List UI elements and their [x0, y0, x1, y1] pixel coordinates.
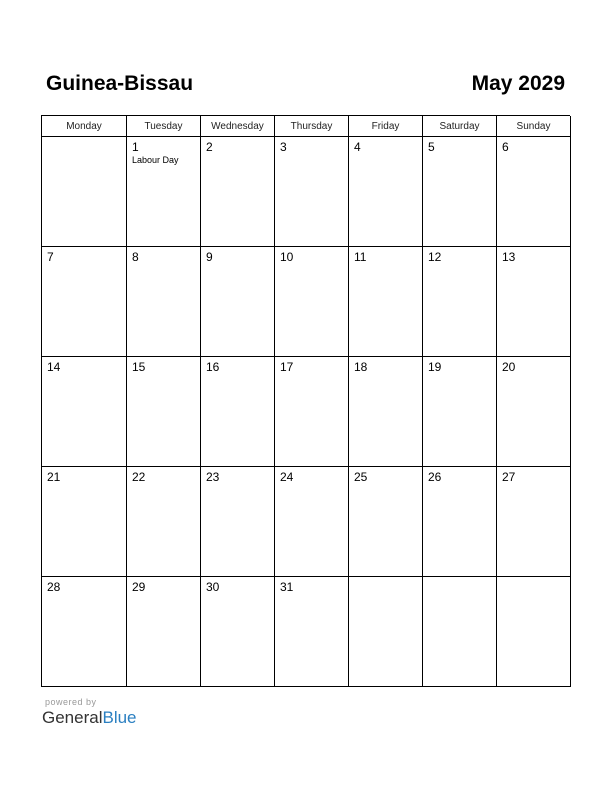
weekday-header-friday: Friday [349, 116, 423, 137]
day-number: 9 [206, 250, 213, 264]
day-cell [42, 467, 127, 577]
day-number: 5 [428, 140, 435, 154]
day-cell [201, 357, 275, 467]
day-cell [275, 357, 349, 467]
day-number: 11 [354, 250, 367, 264]
calendar-title-month: May 2029 [471, 72, 565, 95]
day-cell [127, 577, 201, 687]
calendar-grid [41, 115, 570, 687]
day-cell [349, 577, 423, 687]
holiday-label: Labour Day [132, 155, 179, 165]
weekday-header-wednesday: Wednesday [201, 116, 275, 137]
day-number: 19 [428, 360, 442, 374]
weekday-header-thursday: Thursday [275, 116, 349, 137]
day-cell [423, 247, 497, 357]
day-number: 16 [206, 360, 220, 374]
weekday-header-sunday: Sunday [497, 116, 571, 137]
day-number: 13 [502, 250, 516, 264]
day-cell [42, 247, 127, 357]
day-number: 27 [502, 470, 516, 484]
day-cell [42, 577, 127, 687]
day-cell [42, 357, 127, 467]
day-cell [201, 137, 275, 247]
weekday-header-saturday: Saturday [423, 116, 497, 137]
day-cell [127, 357, 201, 467]
day-cell [275, 577, 349, 687]
day-cell [497, 357, 571, 467]
day-number: 26 [428, 470, 442, 484]
day-cell [127, 467, 201, 577]
day-number: 15 [132, 360, 146, 374]
day-number: 20 [502, 360, 516, 374]
day-number: 21 [47, 470, 61, 484]
day-cell [423, 137, 497, 247]
day-number: 14 [47, 360, 61, 374]
day-number: 6 [502, 140, 509, 154]
day-cell [497, 247, 571, 357]
brand-general-text: General [42, 708, 103, 727]
day-number: 1 [132, 140, 139, 154]
day-cell [275, 137, 349, 247]
day-cell [201, 247, 275, 357]
day-number: 25 [354, 470, 368, 484]
day-cell [201, 467, 275, 577]
powered-by-text: powered by [45, 697, 97, 707]
day-number: 3 [280, 140, 287, 154]
day-cell [201, 577, 275, 687]
brand-blue-text: Blue [102, 708, 137, 727]
day-cell [423, 467, 497, 577]
day-number: 18 [354, 360, 368, 374]
day-cell [423, 577, 497, 687]
weekday-header-tuesday: Tuesday [127, 116, 201, 137]
day-number: 7 [47, 250, 54, 264]
weekday-header-monday: Monday [42, 116, 127, 137]
day-cell [349, 247, 423, 357]
day-number: 12 [428, 250, 442, 264]
day-cell [497, 467, 571, 577]
generalblue-logo[interactable] [42, 708, 137, 728]
day-cell [42, 137, 127, 247]
day-number: 10 [280, 250, 294, 264]
day-cell [497, 137, 571, 247]
day-cell [127, 247, 201, 357]
day-number: 31 [280, 580, 294, 594]
day-cell [349, 467, 423, 577]
day-cell [275, 247, 349, 357]
day-cell [127, 137, 201, 247]
day-number: 29 [132, 580, 146, 594]
day-number: 24 [280, 470, 294, 484]
day-cell [349, 137, 423, 247]
day-number: 2 [206, 140, 213, 154]
day-number: 28 [47, 580, 61, 594]
day-cell [497, 577, 571, 687]
day-number: 22 [132, 470, 146, 484]
day-cell [349, 357, 423, 467]
calendar-title-country: Guinea-Bissau [46, 72, 194, 95]
day-number: 23 [206, 470, 220, 484]
day-number: 30 [206, 580, 220, 594]
day-number: 4 [354, 140, 361, 154]
day-cell [275, 467, 349, 577]
day-number: 17 [280, 360, 294, 374]
day-cell [423, 357, 497, 467]
day-number: 8 [132, 250, 139, 264]
